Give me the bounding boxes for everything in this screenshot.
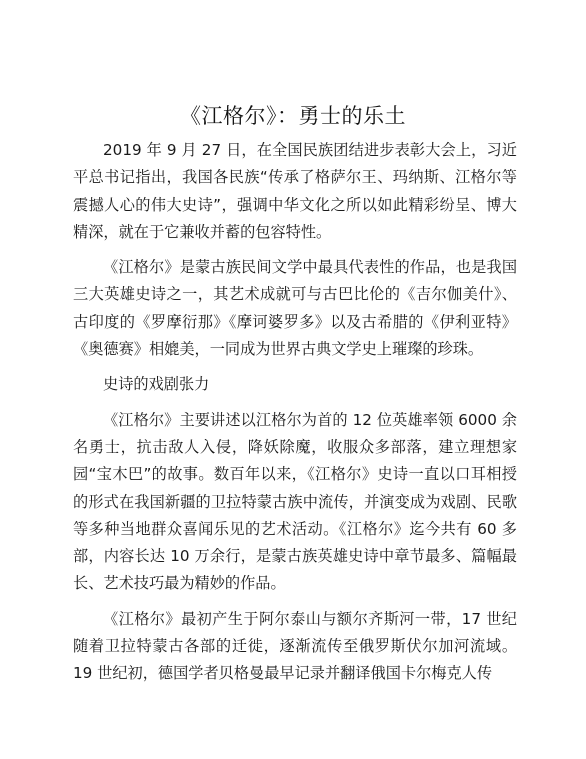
paragraph-3: 《江格尔》主要讲述以江格尔为首的 12 位英雄率领 6000 余名勇士，抗击敌人入侵，降妖除魔，收服众多部落，建立理想家园“宝木巴”的故事。数百年以来，《江格尔》史诗一直以口耳相授的形式在我国新疆的卫拉特蒙古族中流传，并演变成为戏剧、民歌等多种当地群众喜闻乐见的艺术活动。《江格尔》迄今共有 60 多部，内容长达 10 万余行，是蒙古族英雄史诗中章节最多、篇幅最长、艺术技巧最为精妙的作品。 bbox=[73, 410, 517, 593]
document-title: 《江格尔》：勇士的乐土 bbox=[180, 104, 406, 128]
paragraph-1: 2019 年 9 月 27 日，在全国民族团结进步表彰大会上，习近平总书记指出，我国各民族“传承了格萨尔王、玛纳斯、江格尔等震撼人心的伟大史诗”，强调中华文化之所以如此精彩纷呈、博大精深，就在于它兼收并蓄的包容特性。 bbox=[73, 141, 517, 241]
document-body bbox=[73, 137, 517, 688]
paragraph-4: 《江格尔》最初产生于阿尔泰山与额尔齐斯河一带，17 世纪随着卫拉特蒙古各部的迁徙，逐渐流传至俄罗斯伏尔加河流域。19 世纪初，德国学者贝格曼最早记录并翻译俄国卡尔梅克人传 bbox=[73, 609, 517, 683]
paragraph-2: 《江格尔》是蒙古族民间文学中最具代表性的作品，也是我国三大英雄史诗之一，其艺术成就可与古巴比伦的《吉尔伽美什》、古印度的《罗摩衍那》《摩诃婆罗多》以及古希腊的《伊利亚特》《奥德赛》相媲美，一同成为世界古典文学史上璀璨的珍珠。 bbox=[73, 258, 517, 359]
section-subheading: 史诗的戏剧张力 bbox=[103, 375, 210, 394]
